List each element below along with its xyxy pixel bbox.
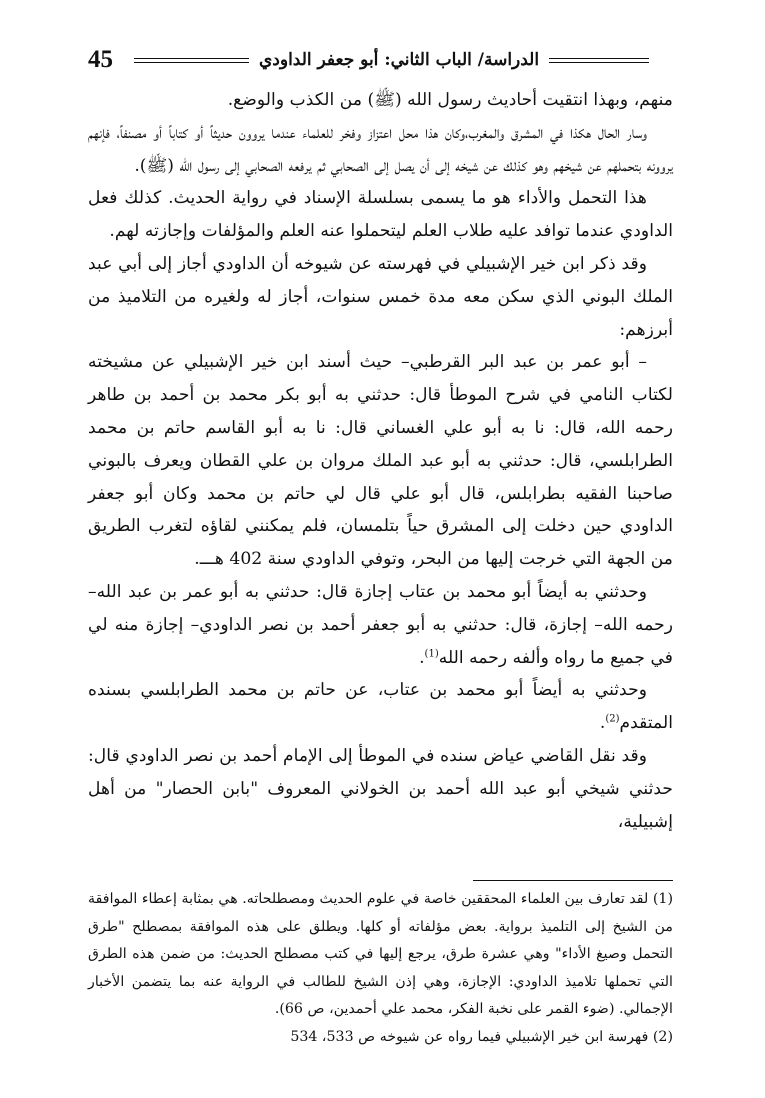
footnote-ref-2: (2) — [605, 713, 620, 725]
running-title: الدراسة/ الباب الثاني: أبو جعفر الداودي — [259, 50, 540, 70]
page-number: 45 — [88, 46, 113, 73]
footnote-1: (1) لقد تعارف بين العلماء المحققين خاصة في علوم الحديث ومصطلحاته. هي بمثابة إعطاء الموافقة من الشيخ إلى التلميذ برواية. بعض مؤلفاته أو كلها. ويطلق على هذه الموافقة بمصطلح "طرق التحمل وصيغ الأداء" وهي عشرة طرق، يرجع إليها في كتب مصطلح الحديث: من ضمن هذه الطرق التي تحملها تلاميذ الداودي: الإجازة، وهي إذن الشيخ للطالب في الرواية عنه بما يتضمن الأخبار الإجمالي. (ضوء القمر على نخبة الفكر، محمد علي أحمدين، ص 66). — [88, 891, 673, 1017]
paragraph-6-end: . — [419, 647, 425, 668]
paragraph-7 — [88, 674, 673, 740]
footnotes — [88, 886, 673, 1051]
paragraph-2: وسار الحال هكذا في المشرق والمغرب،وكان هذا محل اعتزاز وفخر للعلماء عندما يروون حديثاً أو كتاباً أو مصنفاً، فإنهم يروونه بتحملهم عن شيخهم وهو كذلك عن شيخه إلى أن يصل إلى الصحابي ثم يرفعه الصحابي إلى رسول الله (ﷺ). — [88, 122, 673, 176]
paragraph-6 — [88, 576, 673, 674]
paragraph-7-text: وحدثني به أيضاً أبو محمد بن عتاب، عن حاتم بن محمد الطرابلسي بسنده المتقدم — [88, 680, 673, 734]
paragraph-8: وقد نقل القاضي عياض سنده في الموطأ إلى الإمام أحمد بن نصر الداودي قال: حدثني شيخي أبو عبد الله أحمد بن الخولاني المعروف "بابن الحصار" من أهل إشبيلية، — [88, 745, 673, 832]
page-header — [88, 42, 673, 78]
header-rule-right — [549, 58, 649, 63]
footnote-ref-1: (1) — [424, 647, 439, 659]
paragraph-6-text: وحدثني به أيضاً أبو محمد بن عتاب إجازة قال: حدثني به أبو عمر بن عبد الله– رحمه الله– إجازة، قال: حدثني به أبو جعفر أحمد بن نصر الداودي– إجازة منه لي في جميع ما رواه وألفه رحمه الله — [88, 581, 673, 668]
body-text — [88, 84, 673, 838]
footnote-2: (2) فهرسة ابن خير الإشبيلي فيما رواه عن شيوخه ص 533، 534 — [290, 1028, 673, 1045]
paragraph-3: هذا التحمل والأداء هو ما يسمى بسلسلة الإسناد في رواية الحديث. كذلك فعل الداودي عندما توافد عليه طلاب العلم ليتحملوا عنه العلم والمؤلفات وإجازته لهم. — [88, 188, 673, 242]
paragraph-1: منهم، وبهذا انتقيت أحاديث رسول الله (ﷺ) من الكذب والوضع. — [227, 90, 673, 110]
paragraph-4: وقد ذكر ابن خير الإشبيلي في فهرسته عن شيوخه أن الداودي أجاز إلى أبي عبد الملك البوني الذي سكن معه مدة خمس سنوات، أجاز له ولغيره من التلاميذ من أبرزهم: — [88, 253, 673, 340]
header-rule-left — [134, 58, 249, 63]
paragraph-7-end: . — [599, 713, 606, 734]
footnote-separator — [473, 880, 673, 881]
paragraph-5: – أبو عمر بن عبد البر القرطبي– حيث أسند ابن خير الإشبيلي عن مشيخته لكتاب النامي في شرح الموطأ قال: حدثني به أبو بكر محمد بن أحمد بن طاهر رحمه الله، قال: نا به أبو علي الغساني قال: نا به أبو القاسم حاتم بن محمد الطرابلسي، قال: حدثني به أبو عبد الملك مروان بن علي القطان ويعرف بالبوني صاحبنا الفقيه بطرابلس، قال أبو علي قال لي حاتم بن محمد وكان أبو جعفر الداودي حين دخلت إلى المشرق حياً بتلمسان، فلم يمكنني لقاؤه لتغرب الطريق من الجهة التي خرجت إليها من البحر، وتوفي الداودي سنة 402 هـــ. — [88, 352, 673, 570]
